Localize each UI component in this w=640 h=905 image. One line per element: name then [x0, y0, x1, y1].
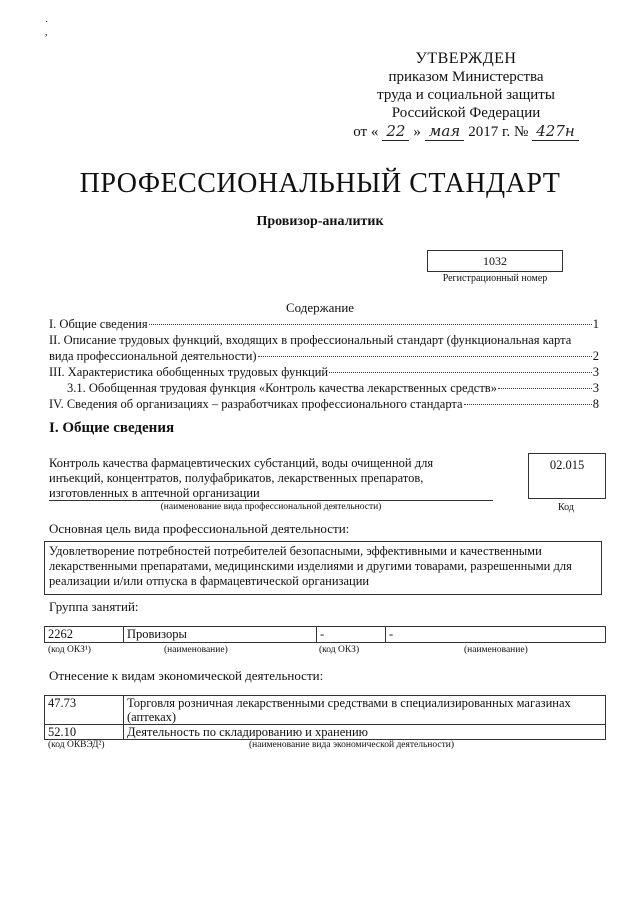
registration-label: Регистрационный номер [442, 273, 548, 284]
date-year: 2017 г. № [468, 124, 529, 140]
order-number: 427н [532, 122, 579, 141]
activity-code-caption: Код [558, 502, 574, 513]
okved-code: 52.10 [45, 725, 124, 740]
toc-item[interactable]: IV. Сведения об организациях – разработчиках профессионального стандарта 8 [49, 397, 599, 411]
caption-okved-name: (наименование вида экономической деятельности) [249, 740, 454, 750]
date-mid: » [413, 124, 421, 140]
table-of-contents [49, 316, 599, 412]
date-prefix: от « [353, 124, 379, 140]
activity-kind: Контроль качества фармацевтических субстанций, воды очищенной для инъекций, концентратов, полуфабрикатов, лекарственных препаратов, изготовленных в аптечной организации [49, 456, 434, 500]
approved-line2: труда и социальной защиты [377, 87, 555, 103]
activity-code: 02.015 [528, 453, 606, 499]
okved-name: Торговля розничная лекарственными средствами в специализированных магазинах (аптеках) [124, 696, 606, 725]
okved-table [44, 695, 606, 740]
divider [49, 500, 493, 501]
toc-item[interactable]: II. Описание трудовых функций, входящих в профессиональный стандарт (функциональная карта вида профессиональной деятельности) 2 [49, 333, 599, 363]
okz-code-2: - [317, 627, 386, 643]
toc-title: Содержание [285, 300, 355, 315]
approval-stamp [353, 50, 576, 141]
date-day: 22 [382, 122, 409, 141]
approved-title: УТВЕРЖДЕН [415, 50, 517, 67]
okved-name: Деятельность по складированию и хранению [124, 725, 606, 740]
date-month: мая [425, 122, 464, 141]
toc-item[interactable]: I. Общие сведения 1 [49, 317, 599, 331]
caption-name-2: (наименование) [464, 645, 528, 655]
approved-date-line [353, 122, 576, 141]
okved-label: Отнесение к видам экономической деятельности: [49, 668, 324, 683]
table-row [45, 696, 606, 725]
caption-name: (наименование) [164, 645, 228, 655]
caption-okz-2: (код ОКЗ) [319, 645, 360, 655]
approved-line3: Российской Федерации [391, 105, 541, 121]
group-label: Группа занятий: [49, 599, 139, 614]
okz-name: Провизоры [124, 627, 317, 643]
toc-item[interactable]: 3.1. Обобщенная трудовая функция «Контроль качества лекарственных средств» 3 [67, 381, 599, 395]
activity-kind-caption: (наименование вида профессиональной деятельности) [160, 502, 382, 512]
document-subtitle: Провизор-аналитик [256, 214, 384, 229]
okz-name-2: - [386, 627, 606, 643]
occupation-group-table [44, 626, 606, 643]
document-title: ПРОФЕССИОНАЛЬНЫЙ СТАНДАРТ [79, 168, 561, 199]
caption-okz: (код ОКЗ¹) [48, 645, 91, 655]
caption-okved: (код ОКВЭД²) [48, 740, 105, 750]
table-row [45, 627, 606, 643]
approved-line1: приказом Министерства [388, 69, 544, 85]
registration-number: 1032 [427, 250, 563, 272]
goal-text: Удовлетворение потребностей потребителей безопасными, эффективными и качественными лекарственными препаратами, медицинскими изделиями и другими товарами, разрешенными для реализации и/или отпуска в фармацевтической организации [44, 541, 602, 595]
okved-code: 47.73 [45, 696, 124, 725]
scan-marks: · , [45, 17, 49, 38]
table-row [45, 725, 606, 740]
toc-item[interactable]: III. Характеристика обобщенных трудовых функций 3 [49, 365, 599, 379]
goal-label: Основная цель вида профессиональной деятельности: [49, 521, 350, 536]
section-heading: I. Общие сведения [49, 420, 175, 436]
okz-code: 2262 [45, 627, 124, 643]
